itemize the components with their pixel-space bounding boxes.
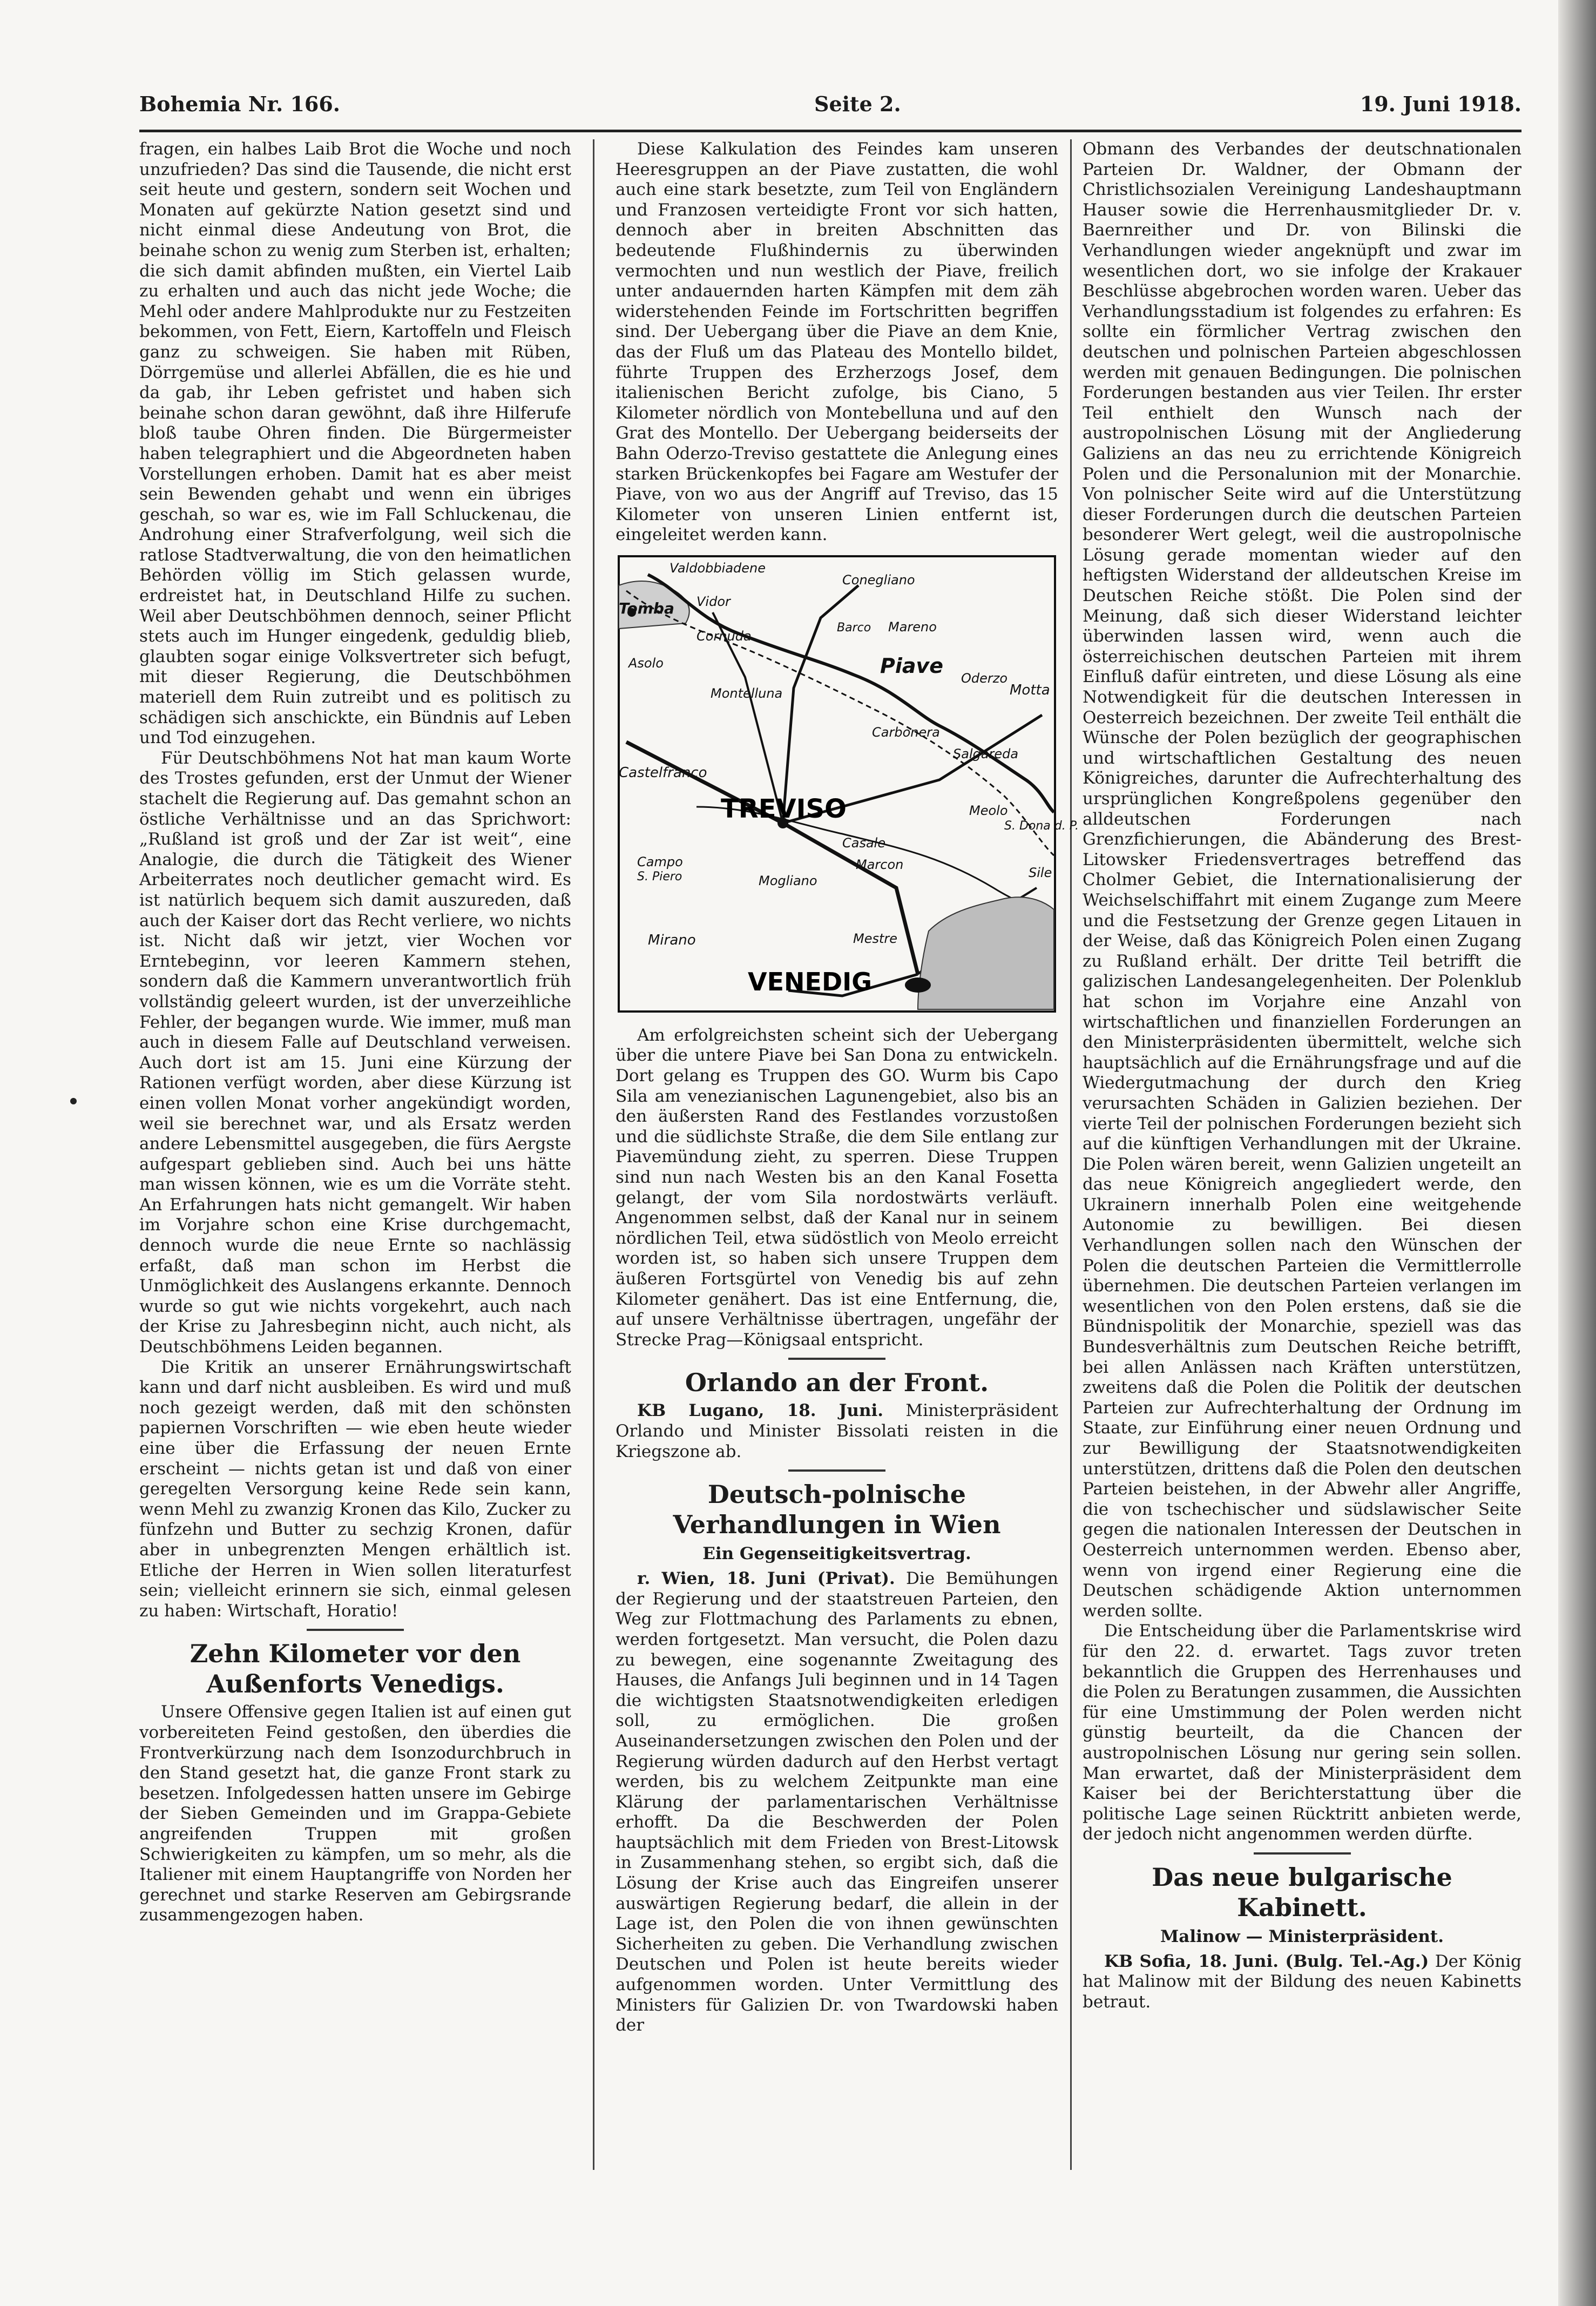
- map-label: Castelfranco: [619, 764, 707, 781]
- issue-date: 19. Juni 1918.: [1360, 92, 1521, 116]
- map-label: Meolo: [969, 803, 1008, 818]
- map-label: Campo: [637, 854, 683, 869]
- map-label: Marcon: [856, 857, 904, 872]
- header-rule: [139, 130, 1521, 132]
- front-map: [616, 553, 1079, 1015]
- column-1: [139, 139, 571, 1926]
- headline-polish-negotiations: Deutsch-polnische Verhandlungen in Wien: [673, 1480, 1001, 1540]
- map-label: TREVISO: [721, 793, 847, 824]
- article-paragraph: Für Deutschböhmens Not hat man kaum Worte des Trostes gefunden, erst der Unmut der Wiener stachelt die Regierung auf. Das gemahnt schon an östliche Verhältnisse und an das Sprichwort: „Rußland ist groß und der Zar ist weit“, eine Analogie, die durch die Tätigkeit des Wiener Arbeiterrates noch deutlicher gemacht wird. Es ist natürlich bequem sich damit auszureden, daß auch der Kaiser dort das Recht verliere, wo nichts ist. Nicht daß wir jetzt, vier Wochen vor Erntebeginn, vor leeren Kammern stehen, sondern daß die Kammern unverantwortlich früh vollständig geleert wurden, ist der unverzeihliche Fehler, der begangen wurde. Wie immer, muß man auch in diesem Falle auf Deutschland verweisen. Auch dort ist am 15. Juni eine Kürzung der Rationen verfügt worden, aber diese Kürzung ist einen vollen Monat vorher angekündigt worden, weil sie berechnet war, und als Ersatz werden andere Lebensmittel ausgegeben, die fürs Aergste aufgespart geblieben sind. Auch bei uns hätte man wissen können, wie es um die Vorräte steht. An Erfahrungen hats nicht gemangelt. Wir haben im Vorjahre schon eine Krise durchgemacht, dennoch wurde die neue Ernte so nachlässig erfaßt, daß man schon im Herbst die Unmöglichkeit des Auslangens erkannte. Dennoch wurde so gut wie nichts vorgekehrt, auch nach der Krise zu Jahresbeginn nicht, auch nicht, als Deutschböhmens Leiden begannen.: [139, 748, 571, 1357]
- map-label: Conegliano: [842, 572, 915, 588]
- map-label: Mirano: [648, 932, 696, 948]
- map-label: Motta: [1010, 682, 1050, 698]
- column-2: [616, 139, 1079, 2036]
- map-svg: [616, 553, 1079, 1015]
- dateline: KB Sofia, 18. Juni. (Bulg. Tel.-Ag.): [1104, 1951, 1429, 1971]
- map-label: Vidor: [696, 594, 731, 609]
- venice-island: [905, 977, 931, 993]
- map-label: Sile: [1029, 865, 1052, 880]
- column-3: [1083, 139, 1521, 2013]
- page-edge-shadow: [1558, 0, 1596, 2306]
- section-rule: [1254, 1852, 1351, 1855]
- article-text: Die Bemühungen der Regierung und der staatstreuen Parteien, den Weg zur Flottmachung des Parlaments zu ebnen, werden fortgesetzt. Man versucht, die Polen dazu zu bewegen, eine sogenannte Zweitagung des Hauses, die Anfangs Juli beginnen und in 14 Tagen die wichtigsten Staatsnotwendigkeiten erledigen soll, zu ermöglichen. Die großen Auseinandersetzungen zwischen den Polen und der Regierung würden dadurch auf den Herbst vertagt werden, bis zu welchem Zeitpunkte man eine Klärung der parlamentarischen Verhältnisse erhofft. Da die Beschwerden der Polen hauptsächlich mit dem Frieden von Brest-Litowsk in Zusammenhang stehen, so ergibt sich, daß die Lösung der Krise auch das Eingreifen unserer auswärtigen Regierung bedarf, die allein in der Lage ist, den Polen die von ihnen gewünschten Sicherheiten zu geben. Die Verhandlung zwischen Deutschen und Polen ist heute bereits wieder aufgenommen worden. Unter Vermittlung des Ministers für Galizien Dr. von Twardowski haben der: [616, 1569, 1058, 2035]
- map-label: Mareno: [888, 619, 937, 635]
- dateline: r. Wien, 18. Juni (Privat).: [637, 1569, 895, 1589]
- section-rule: [788, 1358, 885, 1360]
- map-label: Tomba: [619, 599, 674, 617]
- article-paragraph: fragen, ein halbes Laib Brot die Woche und noch unzufrieden? Das sind die Tausende, die nicht erst seit heute und gestern, sondern seit Wochen und Monaten auf gekürzte Nation gesetzt sind und nicht einmal diese Andeutung von Brot, die beinahe schon zu wenig zum Sterben ist, erhalten; die sich damit abfinden mußten, ein Viertel Laib zu erhalten und auch das nicht jede Woche; die Mehl oder andere Mahlprodukte nur zu Festzeiten bekommen, von Fett, Eiern, Kartoffeln und Fleisch ganz zu schweigen. Sie haben mit Rüben, Dörrgemüse und allerlei Abfällen, die es hie und da gab, ihr Leben gefristet und haben sich beinahe schon daran gewöhnt, daß ihre Hilferufe bloß taube Ohren finden. Die Bürgermeister haben telegraphiert und die Abgeordneten haben Vorstellungen erhoben. Damit hat es aber meist sein Bewenden gehabt und wenn ein übriges geschah, so war es, wie im Fall Schluckenau, die Androhung einer Strafverfolgung, weil sich die ratlose Stadtverwaltung, die von den heimatlichen Behörden völlig im Stich gelassen wurde, erdreistet hat, in Deutschland Hilfe zu suchen. Weil aber Deutschböhmen dennoch, seiner Pflicht stets auch im Hunger eingedenk, geduldig blieb, glaubten sogar einige Volksvertreter sich befugt, mit dieser Regierung, die Deutschböhmen materiell dem Ruin zutreibt und es politisch zu schädigen sich anschickte, ein Bündnis auf Leben und Tod einzugehen.: [139, 139, 571, 748]
- headline-bulgarian-cabinet: Das neue bulgarische Kabinett.: [1152, 1862, 1452, 1922]
- page-number: Seite 2.: [814, 92, 901, 116]
- headline-venedig: Zehn Kilometer vor den Außenforts Venedigs.: [190, 1639, 521, 1699]
- article-text: Ministerpräsident Orlando und Minister Bissolati reisten in die Kriegszone ab.: [616, 1401, 1059, 1461]
- map-label: Mestre: [853, 931, 898, 946]
- article-paragraph: Die Entscheidung über die Parlamentskrise wird für den 22. d. erwartet. Tags zuvor treten bekanntlich die Gruppen des Herrenhauses und die Polen zu Beratungen zusammen, die Aussichten für eine Umstimmung der Polen werden nicht günstig beurteilt, da die Chancen der austropolnischen Lösung nur gering sein sollen. Man erwartet, daß der Ministerpräsident dem Kaiser bei der Berichterstattung über die politische Lage seinen Rücktritt anbieten werde, der jedoch nicht angenommen werden dürfte.: [1083, 1621, 1521, 1844]
- dateline: KB Lugano, 18. Juni.: [637, 1401, 884, 1421]
- map-label: Mogliano: [759, 873, 817, 888]
- article-paragraph: Am erfolgreichsten scheint sich der Uebergang über die untere Piave bei San Dona zu entwickeln. Dort gelang es Truppen des GO. Wurm bis Capo Sila am venezianischen Lagunengebiet, also bis an den äußersten Rand des Festlandes vorzustoßen und die südlichste Straße, die dem Sile entlang zur Piavemündung zieht, zu sperren. Diese Truppen sind nun nach Westen bis an den Kanal Fosetta gelangt, der vom Sila nordostwärts verläuft. Angenommen selbst, daß der Kanal nur in seinem nördlichen Teil, etwa südöstlich von Meolo erreicht worden ist, so haben sich unsere Truppen dem äußeren Fortsgürtel von Venedig bis auf zehn Kilometer genähert. Das ist eine Entfernung, die, auf unsere Verhältnisse übertragen, ungefähr der Strecke Prag—Königsaal entspricht.: [616, 1025, 1058, 1350]
- map-label: Valdobbiadene: [669, 560, 766, 576]
- map-label: Carbonera: [872, 724, 940, 740]
- margin-dot: [70, 1098, 77, 1104]
- map-label: Cornuda: [696, 628, 752, 644]
- column-divider: [593, 139, 594, 2170]
- map-label: Asolo: [628, 655, 664, 671]
- map-label: Casale: [842, 835, 886, 851]
- column-divider: [1070, 139, 1072, 2170]
- article-paragraph: Obmann des Verbandes der deutschnationalen Parteien Dr. Waldner, der Obmann der Christlichsozialen Vereinigung Landeshauptmann Hauser sowie die Herrenhausmitglieder Dr. v. Baernreither und Dr. von Bilinski die Verhandlungen wieder angeknüpft und zwar im wesentlichen dort, wo sie infolge der Krakauer Beschlüsse abgebrochen worden waren. Ueber das Verhandlungsstadium ist folgendes zu erfahren: Es sollte ein förmlicher Vertrag zwischen den deutschen und polnischen Parteien abgeschlossen werden mit genauen Bedingungen. Die polnischen Forderungen bestanden aus vier Teilen. Ihr erster Teil enthielt den Wunsch nach der austropolnischen Lösung mit der Angliederung Galiziens an das neu zu errichtende Königreich Polen und die Personalunion mit der Monarchie. Von polnischer Seite wird auf die Unterstützung dieser Forderungen durch die deutschen Parteien besonderer Wert gelegt, weil die austropolnische Lösung gerade momentan wieder auf den heftigsten Widerstand der alldeutschen Kreise im Deutschen Reiche stößt. Die Polen sind der Meinung, daß sich dieser Widerstand leichter überwinden lassen wird, wenn auch die österreichischen deutschen Parteien mit ihrem Einfluß dafür eintreten, und diese Lösung als eine Notwendigkeit für die deutschen Interessen in Oesterreich bezeichnen. Der zweite Teil enthält die Wünsche der Polen bezüglich der geographischen und wirtschaftlichen Gestaltung des neuen Königreiches, darunter die Aufrechterhaltung des ursprünglichen Kongreßpolens gegenüber den alldeutschen Forderungen nach Grenzfichierungen, die Abänderung des Brest-Litowsker Friedensvertrages betreffend das Cholmer Gebiet, die Internationalisierung der Weichselschiffahrt mit einem Zugange zum Meere und die Festsetzung der Grenze gegen Litauen in der Weise, daß das Königreich Polen einen Zugang zu Rußland erhält. Der dritte Teil betrifft die galizischen Landesangelegenheiten. Der Polenklub hat schon im Vorjahre eine Anzahl von wirtschaftlichen und finanziellen Forderungen an den Ministerpräsidenten übermittelt, welche sich hauptsächlich auf die Ernährungsfrage und auf die Wiedergutmachung der durch den Krieg verursachten Schäden in Galizien beziehen. Der vierte Teil der polnischen Forderungen bezieht sich auf die künftigen Verhandlungen mit der Ukraine. Die Polen wären bereit, wenn Galizien ungeteilt an das neue Königreich angegliedert werde, den Ukrainern innerhalb Polen eine weitgehende Autonomie zu bewilligen. Bei diesen Verhandlungen sollen nach den Wünschen der Polen die deutschen Parteien die Vermittlerrolle übernehmen. Die deutschen Parteien verlangen im wesentlichen von den Polen erstens, daß sie die Bündnispolitik der Monarchie, speziell was das Bundesverhältnis zum Deutschen Reiche betrifft, bei allen Anlässen nach Kräften unterstützen, zweitens daß die Polen die Politik der deutschen Parteien zur Aufrechterhaltung der Ordnung im Staate, zur Einführung einer neuen Ordnung und zur Bewilligung der Staatsnotwendigkeiten unterstützen, drittens daß die Polen den deutschen Parteien beistehen, in der Abwehr aller Angriffe, die von tschechischer und südslawischer Seite gegen die nationalen Interessen der Deutschen in Oesterreich unternommen werden. Ebenso aber, wenn von irgend einer Regierung eine die Deutschen schädigende Aktion unternommen werden sollte.: [1083, 139, 1521, 1621]
- headline-orlando: Orlando an der Front.: [685, 1368, 989, 1398]
- map-label: Montelluna: [711, 685, 783, 701]
- article-paragraph: Unsere Offensive gegen Italien ist auf einen gut vorbereiteten Feind gestoßen, den überdies die Frontverkürzung nach dem Isonzodurchbruch in den Stand gesetzt hat, die ganze Front stark zu besetzen. Infolgedessen hatten unsere im Gebirge der Sieben Gemeinden und im Grappa-Gebiete angreifenden Truppen mit großen Schwierigkeiten zu kämpfen, um so mehr, als die Italiener mit einem Hauptangriffe von Norden her gerechnet und starke Reserven am Gebirgsrande zusammengezogen haben.: [139, 1702, 571, 1925]
- article-paragraph: Diese Kalkulation des Feindes kam unseren Heeresgruppen an der Piave zustatten, die wohl auch eine stark besetzte, zum Teil von Engländern und Franzosen verteidigte Front vor sich hatten, dennoch aber in breiten Abschnitten das bedeutende Flußhindernis zu überwinden vermochten und nun westlich der Piave, freilich unter andauernden harten Kämpfen mit dem zäh widerstehenden Feinde im Fortschritten begriffen sind. Der Uebergang über die Piave an dem Knie, das der Fluß um das Plateau des Montello bildet, führte Truppen des Erzherzogs Josef, dem italienischen Bericht zufolge, bis Ciano, 5 Kilometer nördlich von Montebelluna und auf den Grat des Montello. Der Uebergang beiderseits der Bahn Oderzo-Treviso gestattete die Anlegung eines starken Brückenkopfes bei Fagare am Westufer der Piave, von wo aus der Angriff auf Treviso, das 15 Kilometer von unseren Linien entfernt ist, eingeleitet werden kann.: [616, 139, 1058, 545]
- article-paragraph: Die Kritik an unserer Ernährungswirtschaft kann und darf nicht ausbleiben. Es wird und muß noch gezeigt werden, daß mit den schönsten papiernen Vorschriften — wie eben heute wieder eine über die Erfassung der neuen Ernte erscheint — nichts getan ist und daß von einer geregelten Versorgung keine Rede sein kann, wenn Mehl zu zwanzig Kronen das Kilo, Zucker zu fünfzehn und Butter zu sechzig Kronen, dafür aber in unbegrenzten Mengen erhältlich ist. Etliche der Herren in Wien sollen literaturfest sein; vielleicht erinnern sie sich, einmal gelesen zu haben: Wirtschaft, Horatio!: [139, 1357, 571, 1621]
- subheadline: Malinow — Ministerpräsident.: [1160, 1926, 1444, 1946]
- map-label: Oderzo: [961, 670, 1008, 686]
- map-label: Barco: [837, 621, 871, 635]
- page-header: [139, 81, 1521, 124]
- section-rule: [307, 1629, 404, 1631]
- map-label: VENEDIG: [748, 967, 872, 996]
- map-label: S. Dona d. P.: [1004, 819, 1079, 833]
- article-text: Der König hat Malinow mit der Bildung des neuen Kabinetts betraut.: [1083, 1951, 1521, 2012]
- map-label: Salgareda: [953, 746, 1019, 761]
- issue-label: Bohemia Nr. 166.: [139, 92, 341, 116]
- map-label: Piave: [880, 653, 944, 678]
- subheadline: Ein Gegenseitigkeitsvertrag.: [702, 1544, 971, 1564]
- map-label: S. Piero: [637, 869, 682, 884]
- section-rule: [788, 1469, 885, 1472]
